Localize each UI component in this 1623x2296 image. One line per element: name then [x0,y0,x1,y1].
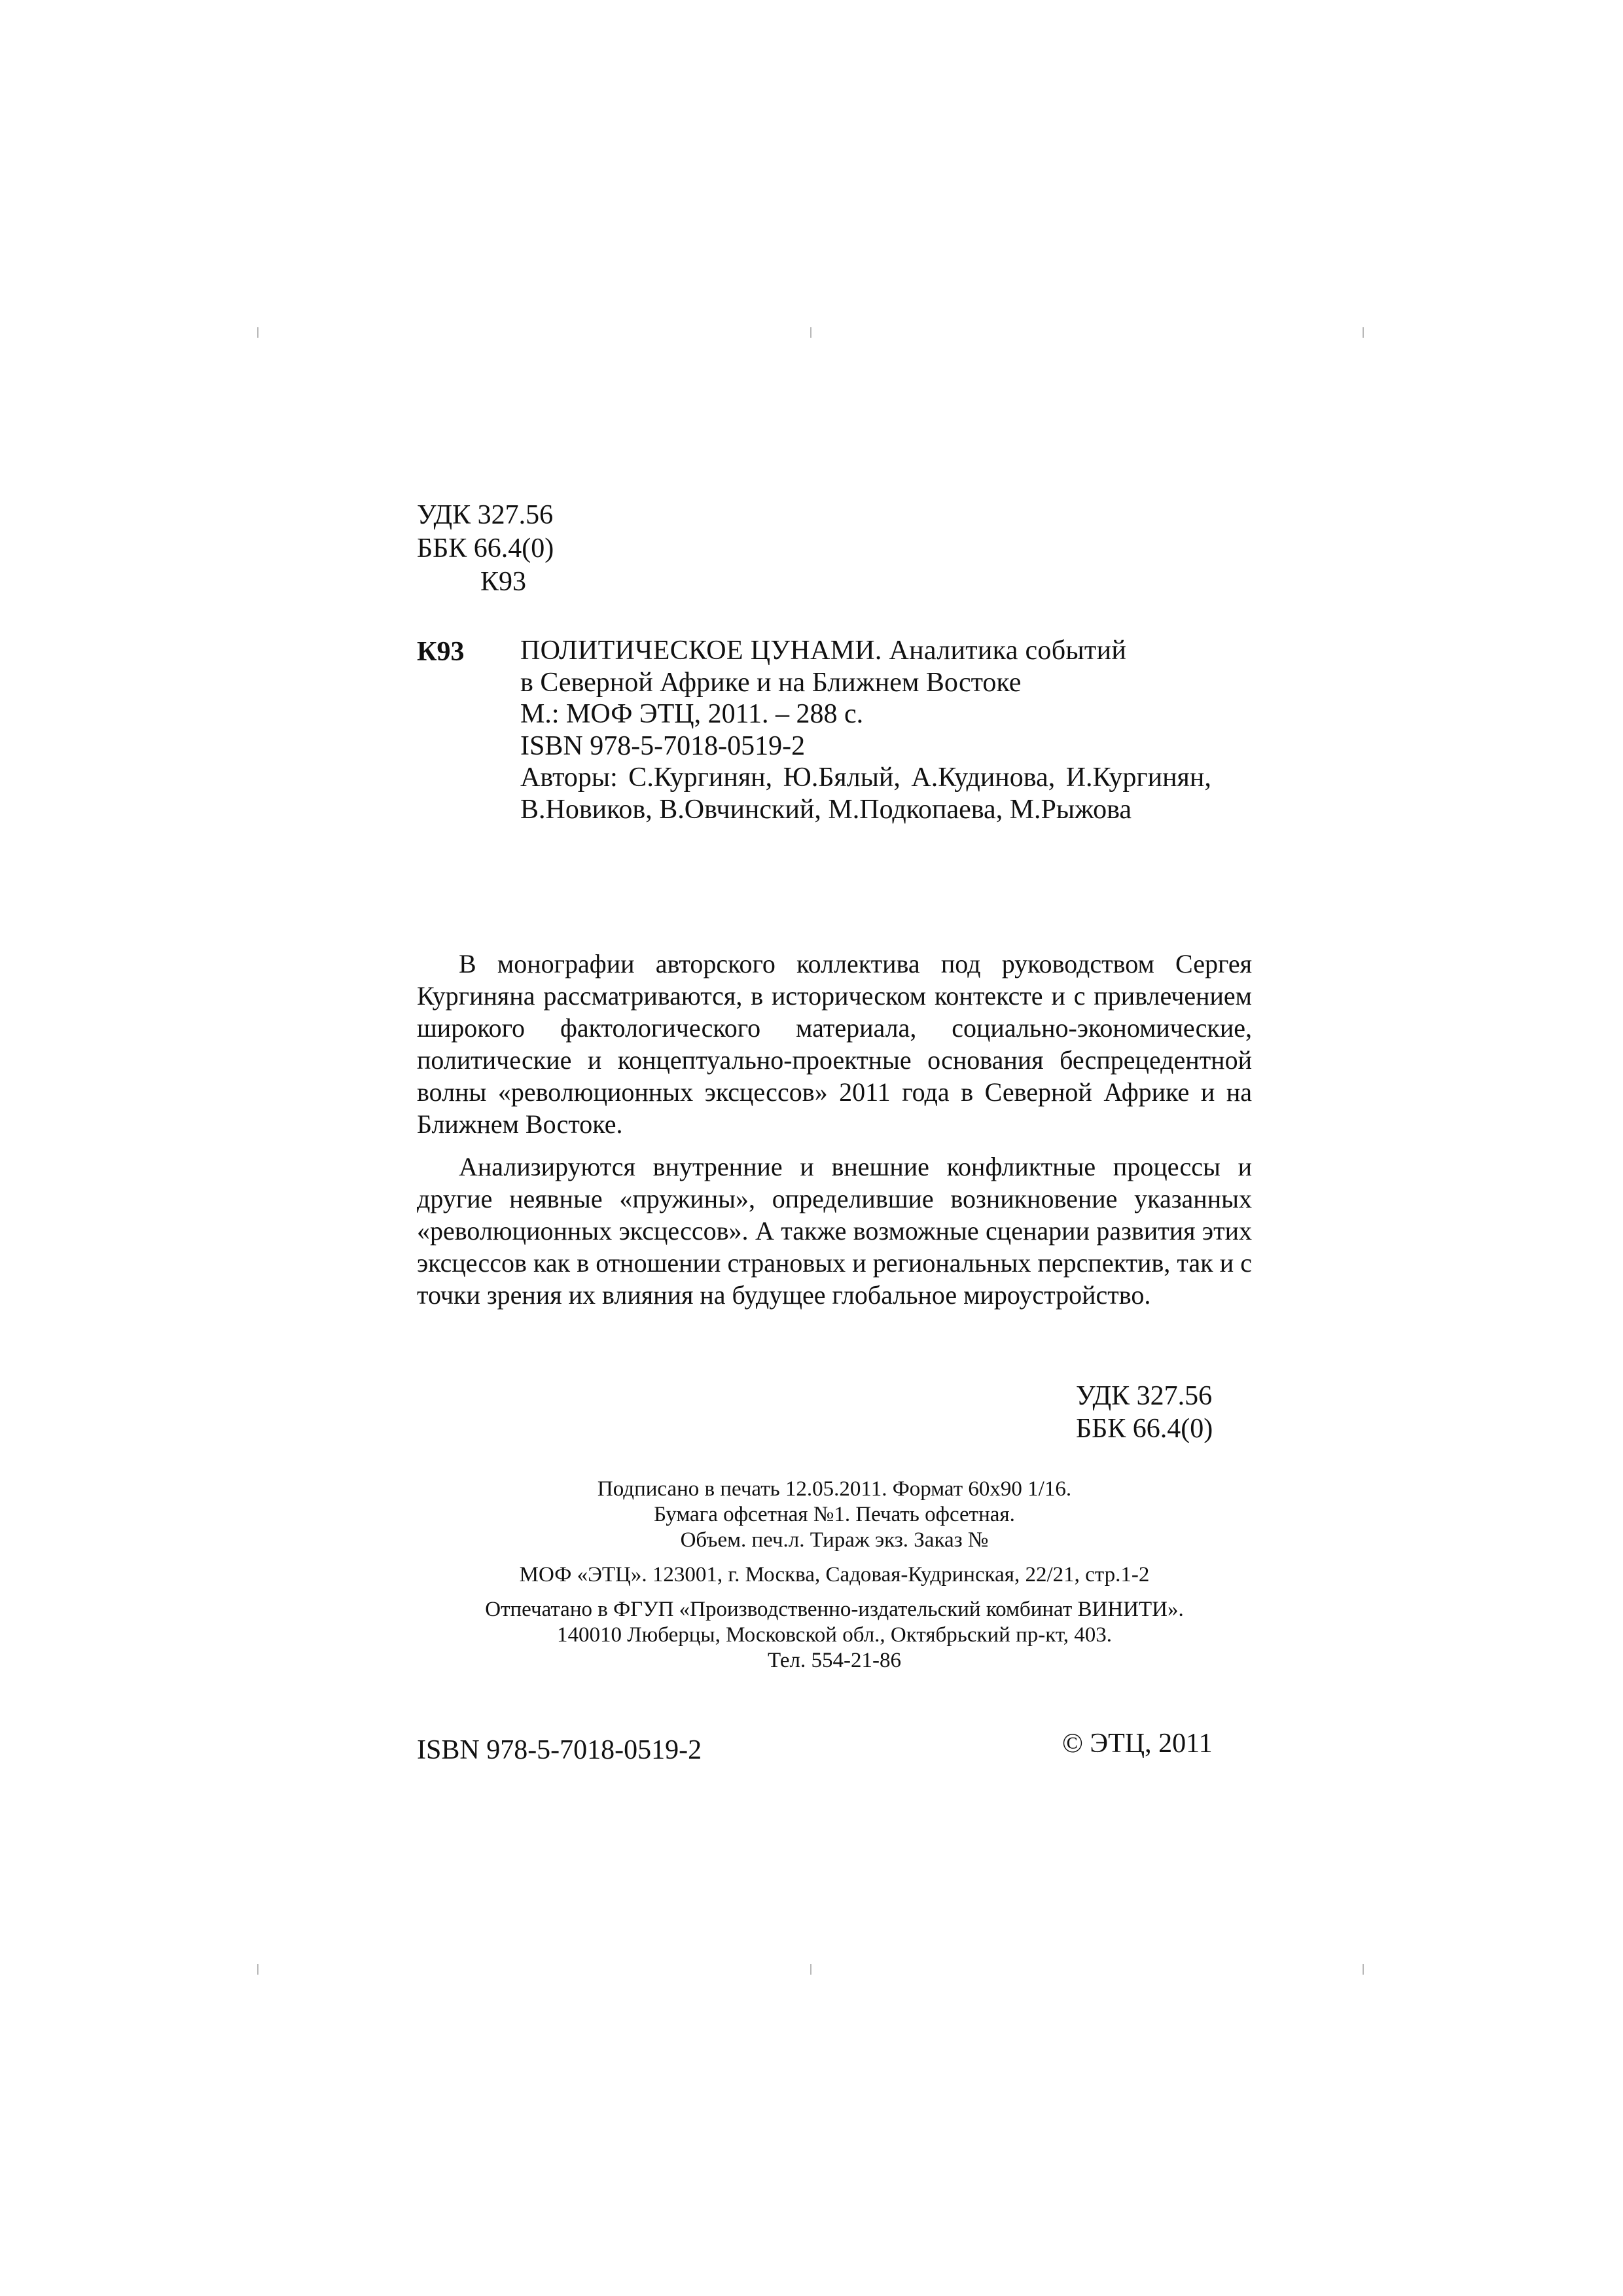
crop-mark-top-center [810,327,812,338]
catalog-block [417,499,554,599]
printer-info [417,1597,1252,1674]
bibliographic-entry [520,635,1211,825]
printer-info-line: 140010 Люберцы, Московской обл., Октябрьский пр-кт, 403. [556,1623,1113,1647]
abstract-paragraph: Анализируются внутренние и внешние конфликтные процессы и другие неявные «пружины», определившие возникновение указанных «революционных эксцессов». А также возможные сценарии развития этих эксцессов как в отношении страновых и региональных перспектив, так и с точки зрения их влияния на будущее глобальное мироустройство. [417,1152,1252,1310]
udk-code-right: УДК 327.56 [1076,1381,1213,1411]
bbk-code: ББК 66.4(0) [417,533,554,564]
crop-mark-bottom-center [810,1964,812,1975]
print-info-line: Подписано в печать 12.05.2011. Формат 60х90 1/16. [597,1477,1072,1501]
copyright: © ЭТЦ, 2011 [1062,1729,1213,1759]
print-info-line: Бумага офсетная №1. Печать офсетная. [654,1503,1015,1526]
crop-mark-top-right [1363,327,1364,338]
entry-authors-line-1: Авторы: С.Кургинян, Ю.Бялый, А.Кудинова, И.Кургинян, [520,762,1211,793]
entry-title-line: ПОЛИТИЧЕСКОЕ ЦУНАМИ. Аналитика событий [520,636,1127,666]
author-mark: К93 [480,567,527,597]
entry-authors-line-2: В.Новиков, В.Овчинский, М.Подкопаева, М.Рыжова [520,794,1132,825]
abstract-paragraph: В монографии авторского коллектива под руководством Сергея Кургиняна рассматриваются, в историческом контексте и с привлечением широкого фактологического материала, социально-экономические, политические и концептуально-проектные основания беспрецедентной волны «революционных эксцессов» 2011 года в Северной Африке и на Ближнем Востоке. [417,949,1252,1139]
abstract [417,948,1252,1311]
crop-mark-bottom-left [257,1964,259,1975]
isbn-footer: ISBN 978-5-7018-0519-2 [417,1735,702,1765]
entry-author-mark: К93 [417,637,465,667]
entry-isbn-line: ISBN 978-5-7018-0519-2 [520,730,806,761]
imprint [417,1477,1252,1683]
entry-publisher-line: М.: МОФ ЭТЦ, 2011. – 288 с. [520,699,864,729]
crop-mark-top-left [257,327,259,338]
bbk-code-right: ББК 66.4(0) [1076,1414,1213,1444]
crop-mark-bottom-right [1363,1964,1364,1975]
print-info-line: Объем. печ.л. Тираж экз. Заказ № [680,1528,989,1552]
publisher-address: МОФ «ЭТЦ». 123001, г. Москва, Садовая-Кудринская, 22/21, стр.1-2 [519,1563,1150,1587]
udk-code: УДК 327.56 [417,500,554,530]
entry-subtitle-line: в Северной Африке и на Ближнем Востоке [520,667,1022,698]
print-info [417,1477,1252,1553]
printer-info-line: Отпечатано в ФГУП «Производственно-издательский комбинат ВИНИТИ». [485,1598,1184,1621]
catalog-block-right [1076,1380,1213,1445]
printer-info-line: Тел. 554-21-86 [768,1649,901,1672]
